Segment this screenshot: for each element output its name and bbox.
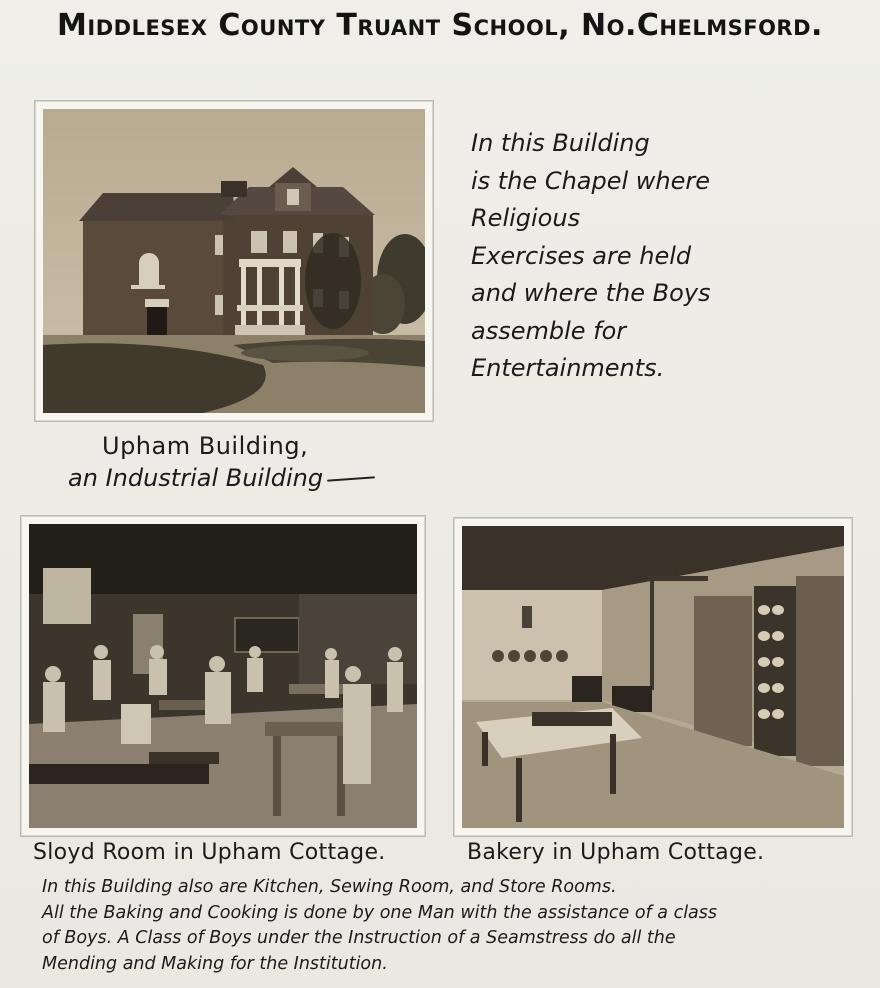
page-title: Middlesex County Truant School, No.Chelmsford. bbox=[57, 8, 823, 43]
industrial-building-caption-text: an Industrial Building bbox=[68, 464, 324, 492]
bakery-image bbox=[462, 526, 844, 828]
upham-building-image bbox=[43, 109, 425, 413]
footer-line: of Boys. A Class of Boys under the Instruction of a Seamstress do all the bbox=[42, 928, 676, 948]
chapel-description bbox=[471, 125, 801, 388]
footer-line: In this Building also are Kitchen, Sewing Room, and Store Rooms. bbox=[42, 877, 617, 897]
upham-building-photo bbox=[43, 109, 425, 413]
sloyd-room-caption: Sloyd Room in Upham Cottage. bbox=[33, 840, 386, 865]
industrial-building-caption bbox=[68, 464, 375, 492]
description-line: Entertainments. bbox=[471, 354, 665, 382]
description-line: assemble for bbox=[471, 316, 627, 345]
description-line: Religious bbox=[471, 204, 581, 232]
sloyd-room-photo bbox=[29, 524, 417, 828]
description-line: and where the Boys bbox=[471, 279, 711, 307]
sloyd-room-image bbox=[29, 524, 417, 828]
description-line: is the Chapel where bbox=[471, 166, 711, 195]
footer-line: All the Baking and Cooking is done by one Man with the assistance of a class bbox=[42, 902, 718, 923]
description-line: In this Building bbox=[471, 129, 650, 157]
sloyd-room-photo-frame bbox=[20, 515, 426, 837]
bakery-photo bbox=[462, 526, 844, 828]
footer-line: Mending and Making for the Institution. bbox=[42, 953, 388, 974]
upham-building-caption: Upham Building, bbox=[102, 432, 309, 460]
bakery-photo-frame bbox=[453, 517, 853, 837]
upham-building-photo-frame bbox=[34, 100, 434, 422]
footer-description bbox=[42, 875, 852, 977]
bakery-caption: Bakery in Upham Cottage. bbox=[467, 840, 765, 865]
description-line: Exercises are held bbox=[471, 241, 692, 270]
flourish-dash bbox=[327, 476, 375, 481]
